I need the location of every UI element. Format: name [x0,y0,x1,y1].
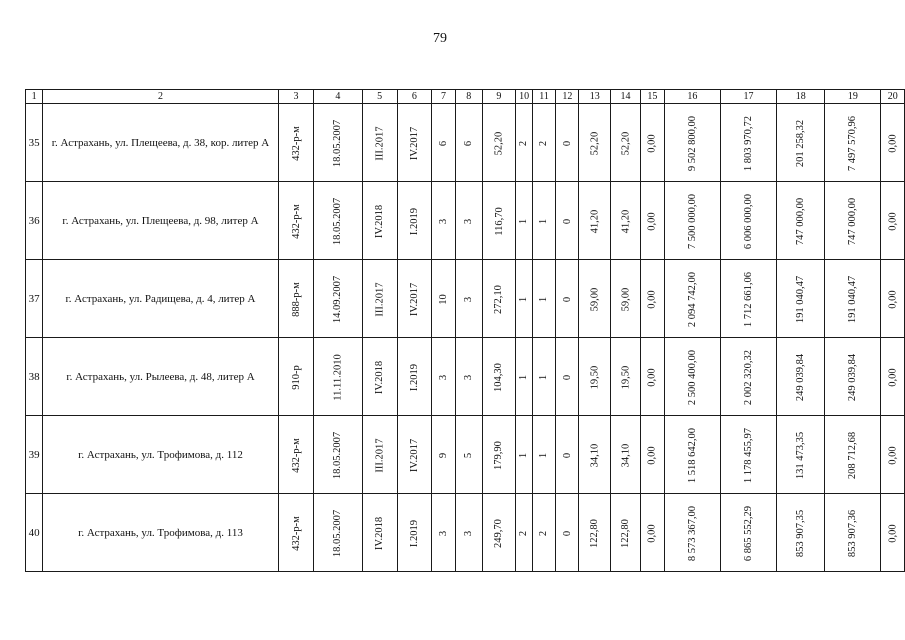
value-cell [397,338,431,416]
table-row [26,338,905,416]
rotated-value: 1 518 642,00 [686,427,698,483]
address-cell: г. Астрахань, ул. Трофимова, д. 112 [43,416,278,494]
rotated-value: 131 473,35 [795,431,807,479]
rotated-value: 14.09.2007 [332,275,344,323]
value-cell [278,416,314,494]
value-cell [777,416,825,494]
value-cell [579,494,611,572]
value-cell [579,182,611,260]
value-cell [611,104,641,182]
value-cell [432,416,456,494]
rotated-value: 0,00 [887,289,899,309]
row-number-cell: 35 [26,104,43,182]
rotated-value: 41,20 [619,209,631,233]
rotated-value: 7 497 570,96 [847,115,859,171]
rotated-value: 19,50 [619,365,631,389]
value-cell [314,260,362,338]
header-cell: 14 [611,90,641,104]
value-cell [720,104,776,182]
rotated-value: 179,90 [493,440,505,470]
value-cell [664,416,720,494]
value-cell [640,416,664,494]
value-cell [397,104,431,182]
rotated-value: 3 [438,218,450,224]
rotated-value: 747 000,00 [795,197,807,245]
rotated-value: 34,10 [589,443,601,467]
header-cell: 15 [640,90,664,104]
header-cell: 19 [825,90,881,104]
rotated-value: 1 [518,374,530,380]
value-cell [720,494,776,572]
value-cell [456,182,482,260]
value-cell [664,260,720,338]
value-cell [579,260,611,338]
rotated-value: III.2017 [374,281,386,317]
value-cell [881,104,905,182]
row-number-cell: 38 [26,338,43,416]
value-cell [825,260,881,338]
value-cell [664,104,720,182]
rotated-value: 1 178 455,97 [743,427,755,483]
table-row [26,416,905,494]
value-cell [482,494,516,572]
rotated-value: 52,20 [619,131,631,155]
value-cell [516,182,533,260]
rotated-value: 1 [538,296,550,302]
rotated-value: 19,50 [589,365,601,389]
header-cell: 16 [664,90,720,104]
rotated-value: 0 [561,452,573,458]
value-cell [278,182,314,260]
value-cell [397,260,431,338]
value-cell [825,338,881,416]
header-cell: 2 [43,90,278,104]
row-number-cell: 37 [26,260,43,338]
rotated-value: 10 [438,293,450,305]
rotated-value: IV.2018 [374,516,386,550]
address-cell: г. Астрахань, ул. Радищева, д. 4, литер А [43,260,278,338]
value-cell [556,182,579,260]
rotated-value: III.2017 [374,437,386,473]
value-cell [278,338,314,416]
rotated-value: 1 [538,218,550,224]
rotated-value: 9 502 800,00 [686,115,698,171]
value-cell [533,260,556,338]
value-cell [881,338,905,416]
rotated-value: 9 [438,452,450,458]
value-cell [456,416,482,494]
rotated-value: 122,80 [619,518,631,548]
address-cell: г. Астрахань, ул. Рылеева, д. 48, литер А [43,338,278,416]
value-cell [881,182,905,260]
rotated-value: 0,00 [887,133,899,153]
value-cell [456,104,482,182]
rotated-value: 2 [538,530,550,536]
row-number-cell: 36 [26,182,43,260]
rotated-value: 3 [438,374,450,380]
rotated-value: 0,00 [646,367,658,387]
value-cell [482,260,516,338]
rotated-value: IV.2017 [408,282,420,316]
rotated-value: 104,30 [493,362,505,392]
rotated-value: 18.05.2007 [332,431,344,479]
value-cell [397,416,431,494]
header-cell: 17 [720,90,776,104]
rotated-value: 208 712,68 [847,431,859,479]
value-cell [456,494,482,572]
rotated-value: 2 [518,530,530,536]
rotated-value: 3 [438,530,450,536]
rotated-value: 191 040,47 [795,275,807,323]
value-cell [664,182,720,260]
value-cell [314,104,362,182]
rotated-value: 2 [538,140,550,146]
table-row [26,182,905,260]
value-cell [556,260,579,338]
value-cell [825,416,881,494]
value-cell [664,338,720,416]
value-cell [533,104,556,182]
rotated-value: 34,10 [619,443,631,467]
value-cell [777,338,825,416]
value-cell [516,416,533,494]
rotated-value: 0,00 [646,445,658,465]
value-cell [314,338,362,416]
rotated-value: 1 712 661,06 [743,271,755,327]
rotated-value: 747 000,00 [847,197,859,245]
value-cell [664,494,720,572]
rotated-value: 6 [463,140,475,146]
table-row [26,494,905,572]
value-cell [362,338,397,416]
value-cell [516,104,533,182]
header-cell: 4 [314,90,362,104]
header-cell: 13 [579,90,611,104]
table-row [26,260,905,338]
rotated-value: 888-р-м [290,281,302,317]
rotated-value: 249 039,84 [795,353,807,401]
housing-program-table [25,89,905,572]
rotated-value: 1 803 970,72 [743,115,755,171]
header-cell: 3 [278,90,314,104]
value-cell [533,416,556,494]
rotated-value: 0,00 [646,523,658,543]
page-number: 79 [433,31,447,46]
value-cell [314,494,362,572]
value-cell [362,260,397,338]
header-cell: 10 [516,90,533,104]
value-cell [825,104,881,182]
header-cell: 7 [432,90,456,104]
rotated-value: 249,70 [493,518,505,548]
rotated-value: 201 258,32 [795,119,807,167]
value-cell [611,182,641,260]
header-cell: 6 [397,90,431,104]
rotated-value: 0,00 [646,133,658,153]
rotated-value: IV.2017 [408,438,420,472]
value-cell [278,494,314,572]
rotated-value: 0 [561,530,573,536]
rotated-value: 191 040,47 [847,275,859,323]
value-cell [482,338,516,416]
value-cell [881,494,905,572]
value-cell [556,494,579,572]
rotated-value: 6 006 000,00 [743,193,755,249]
value-cell [640,260,664,338]
rotated-value: I.2019 [408,207,420,235]
rotated-value: 432-р-м [290,125,302,161]
value-cell [432,104,456,182]
rotated-value: 910-р [290,364,302,390]
rotated-value: 0,00 [887,211,899,231]
value-cell [825,494,881,572]
rotated-value: 272,10 [493,284,505,314]
value-cell [881,260,905,338]
rotated-value: 853 907,36 [847,509,859,557]
rotated-value: 3 [463,296,475,302]
value-cell [432,494,456,572]
value-cell [556,338,579,416]
rotated-value: I.2019 [408,519,420,547]
rotated-value: 2 002 320,32 [743,349,755,405]
value-cell [611,338,641,416]
value-cell [432,260,456,338]
rotated-value: 8 573 367,00 [686,505,698,561]
rotated-value: 0 [561,296,573,302]
value-cell [533,338,556,416]
value-cell [777,494,825,572]
value-cell [640,494,664,572]
rotated-value: 0,00 [646,211,658,231]
rotated-value: 0,00 [887,523,899,543]
value-cell [579,416,611,494]
rotated-value: 0 [561,218,573,224]
rotated-value: 41,20 [589,209,601,233]
rotated-value: 0,00 [887,445,899,465]
value-cell [456,260,482,338]
rotated-value: 3 [463,530,475,536]
rotated-value: 1 [538,374,550,380]
value-cell [362,182,397,260]
value-cell [556,416,579,494]
value-cell [432,338,456,416]
rotated-value: IV.2017 [408,126,420,160]
rotated-value: 59,00 [619,287,631,311]
rotated-value: 1 [518,452,530,458]
row-number-cell: 40 [26,494,43,572]
value-cell [720,338,776,416]
rotated-value: 18.05.2007 [332,509,344,557]
rotated-value: 2 [518,140,530,146]
rotated-value: 2 500 400,00 [686,349,698,405]
rotated-value: 1 [518,218,530,224]
value-cell [640,338,664,416]
value-cell [533,182,556,260]
value-cell [611,260,641,338]
rotated-value: 1 [518,296,530,302]
rotated-value: I.2019 [408,363,420,391]
value-cell [720,182,776,260]
value-cell [362,416,397,494]
rotated-value: 18.05.2007 [332,197,344,245]
value-cell [482,104,516,182]
value-cell [825,182,881,260]
header-cell: 9 [482,90,516,104]
value-cell [777,182,825,260]
rotated-value: 0 [561,374,573,380]
value-cell [482,182,516,260]
header-cell: 1 [26,90,43,104]
header-cell: 12 [556,90,579,104]
value-cell [456,338,482,416]
rotated-value: 122,80 [589,518,601,548]
value-cell [640,182,664,260]
value-cell [720,416,776,494]
value-cell [362,494,397,572]
value-cell [314,182,362,260]
value-cell [432,182,456,260]
row-number-cell: 39 [26,416,43,494]
value-cell [720,260,776,338]
value-cell [516,338,533,416]
value-cell [579,104,611,182]
rotated-value: 0,00 [887,367,899,387]
rotated-value: 1 [538,452,550,458]
value-cell [777,104,825,182]
column-number-row [26,90,905,104]
rotated-value: 116,70 [493,206,505,236]
value-cell [516,494,533,572]
value-cell [579,338,611,416]
rotated-value: 59,00 [589,287,601,311]
rotated-value: 432-р-м [290,515,302,551]
value-cell [362,104,397,182]
rotated-value: 52,20 [589,131,601,155]
rotated-value: IV.2018 [374,204,386,238]
rotated-value: 853 907,35 [795,509,807,557]
rotated-value: 249 039,84 [847,353,859,401]
rotated-value: 2 094 742,00 [686,271,698,327]
address-cell: г. Астрахань, ул. Трофимова, д. 113 [43,494,278,572]
rotated-value: 5 [463,452,475,458]
value-cell [314,416,362,494]
header-cell: 5 [362,90,397,104]
header-cell: 20 [881,90,905,104]
value-cell [556,104,579,182]
rotated-value: 0,00 [646,289,658,309]
rotated-value: 18.05.2007 [332,119,344,167]
value-cell [881,416,905,494]
value-cell [278,260,314,338]
rotated-value: 6 865 552,29 [743,505,755,561]
header-cell: 11 [533,90,556,104]
rotated-value: 11.11.2010 [332,353,344,401]
value-cell [533,494,556,572]
value-cell [397,182,431,260]
rotated-value: 3 [463,218,475,224]
value-cell [640,104,664,182]
rotated-value: 432-р-м [290,203,302,239]
table-row [26,104,905,182]
address-cell: г. Астрахань, ул. Плещеева, д. 98, литер А [43,182,278,260]
rotated-value: III.2017 [374,125,386,161]
value-cell [777,260,825,338]
value-cell [278,104,314,182]
rotated-value: 7 500 000,00 [686,193,698,249]
value-cell [482,416,516,494]
rotated-value: 0 [561,140,573,146]
rotated-value: IV.2018 [374,360,386,394]
header-cell: 18 [777,90,825,104]
rotated-value: 52,20 [493,131,505,155]
rotated-value: 3 [463,374,475,380]
value-cell [397,494,431,572]
value-cell [516,260,533,338]
header-cell: 8 [456,90,482,104]
rotated-value: 6 [438,140,450,146]
rotated-value: 432-р-м [290,437,302,473]
value-cell [611,416,641,494]
address-cell: г. Астрахань, ул. Плещеева, д. 38, кор. литер А [43,104,278,182]
value-cell [611,494,641,572]
